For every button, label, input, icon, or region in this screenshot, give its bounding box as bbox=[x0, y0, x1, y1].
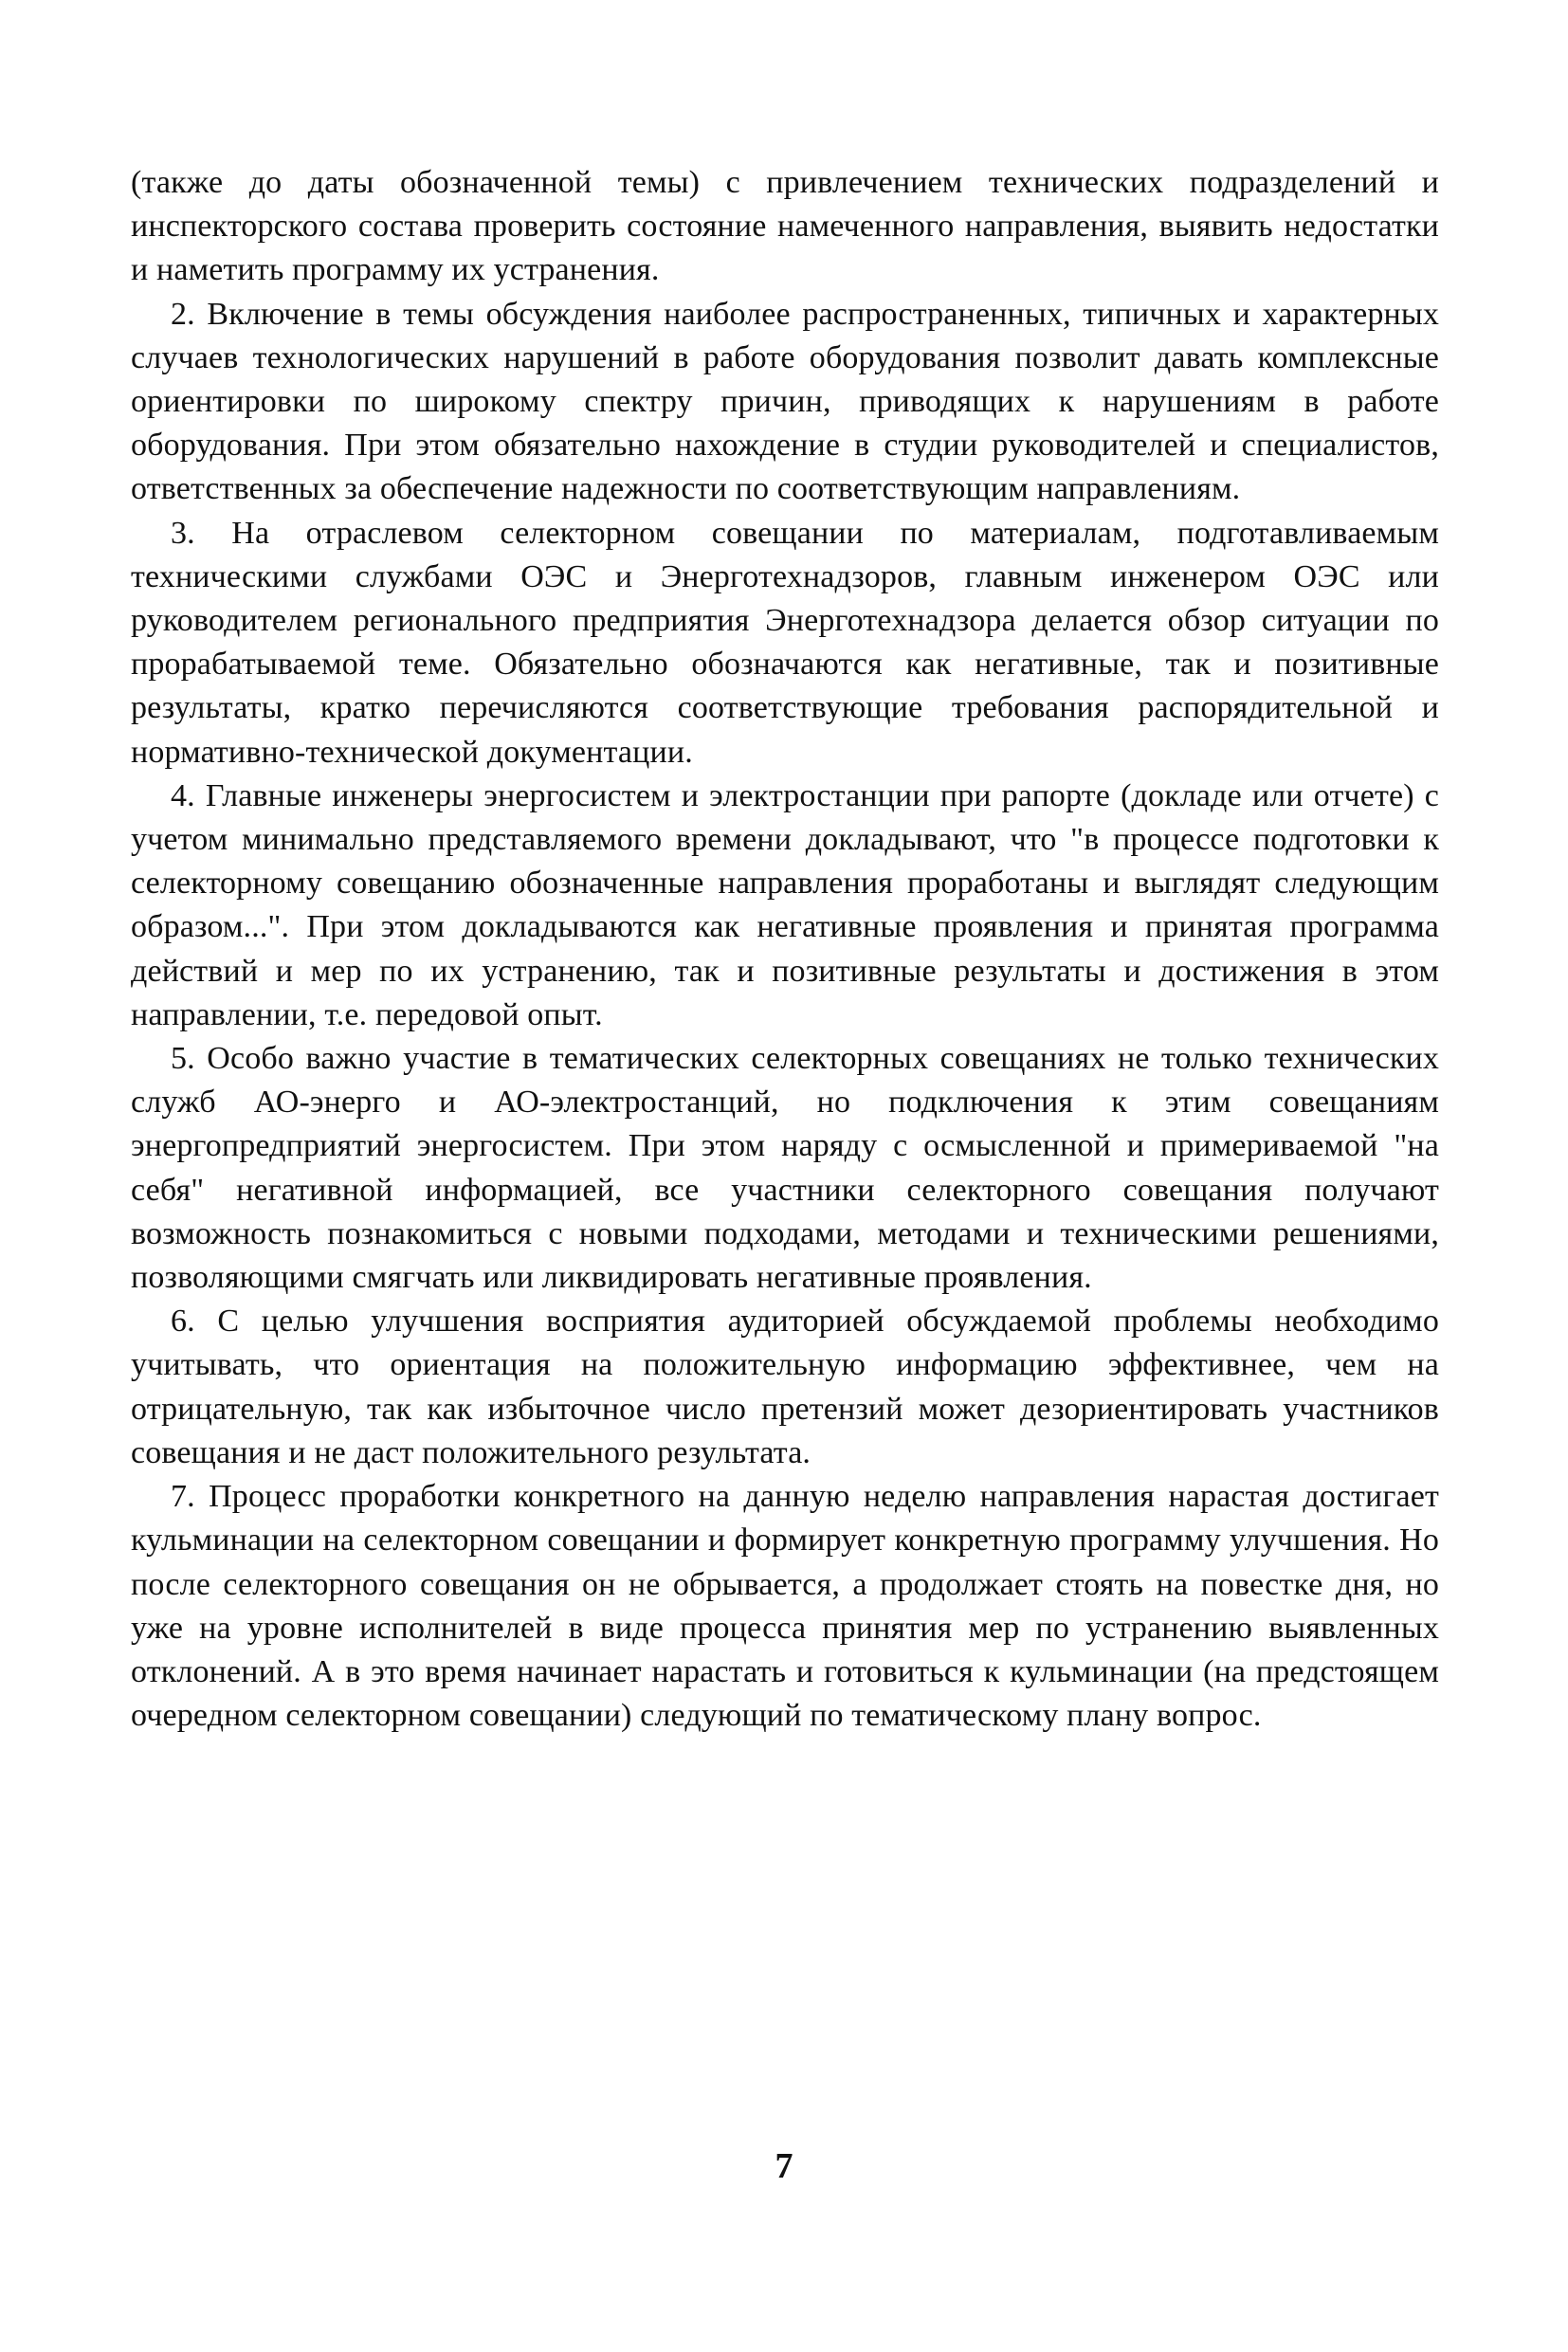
paragraph-item-3: 3. На отраслевом селекторном совещании по материалам, подготавливаемым техническими службами ОЭС и Энерготехнадзоров, главным инженером ОЭС или руководителем регионального предприятия Энерготехнадзора делается обзор ситуации по прорабатываемой теме. Обязательно обозначаются как негативные, так и позитивные результаты, кратко перечисляются соответствующие требования распорядительной и нормативно-технической документации. bbox=[131, 515, 1439, 770]
page-number: 7 bbox=[775, 2146, 793, 2186]
paragraph-item-4: 4. Главные инженеры энергосистем и электростанции при рапорте (докладе или отчете) с учетом минимально представляемого времени докладывают, что "в процессе подготовки к селекторному совещанию обозначенные направления проработаны и выглядят следующим образом...". При этом докладываются как негативные проявления и принятая программа действий и мер по их устранению, так и позитивные результаты и достижения в этом направлении, т.е. передовой опыт. bbox=[131, 777, 1439, 1032]
paragraph-continuation: (также до даты обозначенной темы) с привлечением технических подразделений и инспекторского состава проверить состояние намеченного направления, выявить недостатки и наметить программу их устранения. bbox=[131, 165, 1439, 288]
paragraph-item-5: 5. Особо важно участие в тематических селекторных совещаниях не только технических служб АО-энерго и АО-электростанций, но подключения к этим совещаниям энергопредприятий энергосистем. При этом наряду с осмысленной и примериваемой "на себя" негативной информацией, все участники селекторного совещания получают возможность познакомиться с новыми подходами, методами и техническими решениями, позволяющими смягчать или ликвидировать негативные проявления. bbox=[131, 1041, 1439, 1296]
paragraph-item-6: 6. С целью улучшения восприятия аудиторией обсуждаемой проблемы необходимо учитывать, что ориентация на положительную информацию эффективнее, чем на отрицательную, так как избыточное число претензий может дезориентировать участников совещания и не даст положительного результата. bbox=[131, 1304, 1439, 1470]
paragraph-item-7: 7. Процесс проработки конкретного на данную неделю направления нарастая достигает кульминации на селекторном совещании и формирует конкретную программу улучшения. Но после селекторного совещания он не обрывается, а продолжает стоять на повестке дня, но уже на уровне исполнителей в виде процесса принятия мер по устранению выявленных отклонений. А в это время начинает нарастать и готовиться к кульминации (на предстоящем очередном селекторном совещании) следующий по тематическому плану вопрос. bbox=[131, 1479, 1439, 1734]
paragraph-item-2: 2. Включение в темы обсуждения наиболее распространенных, типичных и характерных случаев технологических нарушений в работе оборудования позволит давать комплексные ориентировки по широкому спектру причин, приводящих к нарушениям в работе оборудования. При этом обязательно нахождение в студии руководителей и специалистов, ответственных за обеспечение надежности по соответствующим направлениям. bbox=[131, 296, 1439, 507]
body-text bbox=[131, 161, 1439, 1738]
